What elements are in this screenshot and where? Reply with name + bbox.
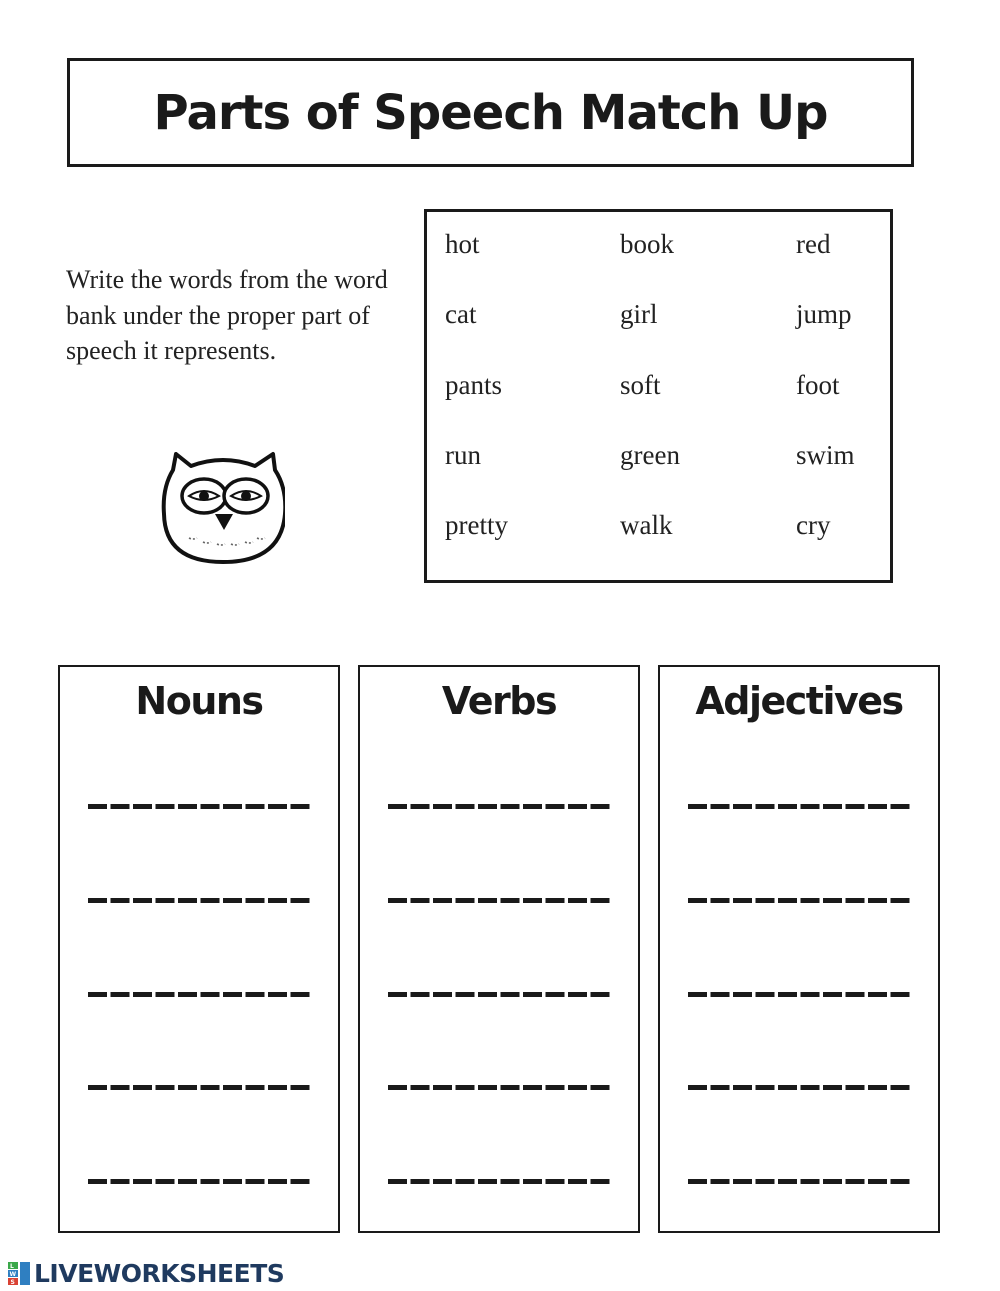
word-bank-word: pretty xyxy=(445,510,508,540)
nouns-heading: Nouns xyxy=(135,679,263,723)
answer-blank[interactable] xyxy=(688,898,912,903)
title-box xyxy=(67,58,914,167)
verbs-column xyxy=(358,665,640,1233)
answer-blank[interactable] xyxy=(88,804,312,809)
answer-blank[interactable] xyxy=(688,992,912,997)
word-bank-word: jump xyxy=(796,299,852,329)
word-bank-word: foot xyxy=(796,370,840,400)
footer xyxy=(8,1259,284,1288)
answer-blank[interactable] xyxy=(88,1085,312,1090)
answer-blank[interactable] xyxy=(688,804,912,809)
logo-letter: S xyxy=(10,1278,15,1286)
verbs-heading: Verbs xyxy=(441,679,557,723)
answer-blank[interactable] xyxy=(88,992,312,997)
answer-blank[interactable] xyxy=(388,898,612,903)
adjectives-heading: Adjectives xyxy=(695,679,903,723)
word-bank-word: soft xyxy=(620,370,661,400)
word-bank-word: cat xyxy=(445,299,477,329)
owl-icon xyxy=(161,446,285,566)
instructions-text: Write the words from the word bank under the proper part of speech it represents. xyxy=(66,265,388,365)
logo-letter: W xyxy=(9,1270,17,1278)
word-bank xyxy=(424,209,893,583)
answer-blank[interactable] xyxy=(88,1179,312,1184)
brand-name[interactable]: LIVEWORKSHEETS xyxy=(34,1259,285,1288)
word-bank-word: green xyxy=(620,440,680,470)
answer-blank[interactable] xyxy=(388,1179,612,1184)
liveworksheets-logo-icon xyxy=(8,1262,30,1286)
logo-letter: L xyxy=(10,1262,14,1270)
word-bank-word: girl xyxy=(620,299,658,329)
page-title: Parts of Speech Match Up xyxy=(153,84,828,141)
word-bank-word: hot xyxy=(445,229,480,259)
answer-blank[interactable] xyxy=(388,992,612,997)
adjectives-column xyxy=(658,665,940,1233)
answer-blank[interactable] xyxy=(688,1179,912,1184)
answer-blank[interactable] xyxy=(388,804,612,809)
answer-blank[interactable] xyxy=(688,1085,912,1090)
answer-blank[interactable] xyxy=(88,898,312,903)
word-bank-word: swim xyxy=(796,440,855,470)
word-bank-word: book xyxy=(620,229,674,259)
nouns-column xyxy=(58,665,340,1233)
word-bank-word: walk xyxy=(620,510,673,540)
word-bank-word: red xyxy=(796,229,831,259)
word-bank-word: pants xyxy=(445,370,502,400)
word-bank-word: cry xyxy=(796,510,831,540)
word-bank-word: run xyxy=(445,440,481,470)
answer-blank[interactable] xyxy=(388,1085,612,1090)
